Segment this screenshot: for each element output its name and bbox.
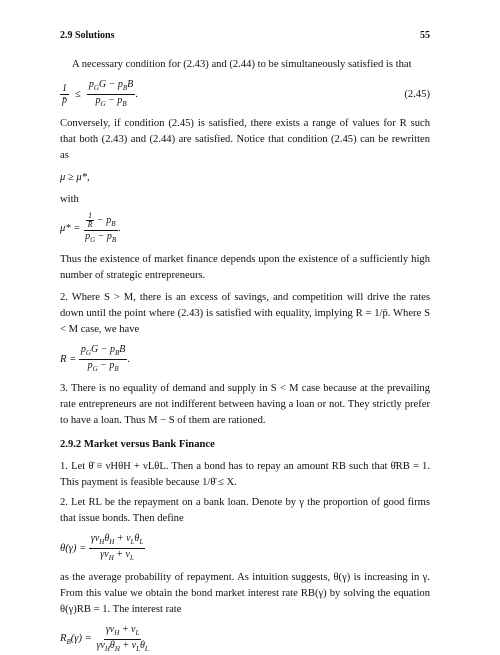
equation-theta-gamma: θ(γ) = $\frac{\gamma\nu_H\theta_H + \nu_L\theta_L}{\gamma\nu_H + \nu_L}$ xyxy=(60,532,144,562)
paragraph-6: 3. There is no equality of demand and supply in S < M case because at the prevailing rate entrepreneurs are not indifferent between having a loan or not. They strictly prefer to have a loan. Thus M − S of them are rationed. xyxy=(60,382,430,426)
header-section: 2.9 Solutions xyxy=(60,30,115,41)
equation-R: R = $\frac{p_GG - p_BB}{p_G - p_B}$ . xyxy=(60,343,131,373)
paragraph-1: A necessary condition for (2.43) and (2.44) to be simultaneously satisfied is that xyxy=(72,59,412,70)
paragraph-7: 1. Let θ̄ ≡ νHθH + νLθL. Then a bond has to repay an amount RB such that θ̄RB = 1. This payment is feasible because 1/θ̄ ≤ X. xyxy=(60,460,430,488)
equation-RB-gamma: $R_B(\gamma)$ = $\frac{\gamma\nu_H + \nu_L}{\gamma\nu_H\theta_H + \nu_L\theta_L}$ xyxy=(60,623,149,653)
paragraph-5: 2. Where S > M, there is an excess of savings, and competition will drive the rates down until the point where (2.43) is satisfied with equality, implying R = 1/p̄. Where S < M case, we have xyxy=(60,291,430,335)
page-number: 55 xyxy=(420,30,430,41)
running-header xyxy=(60,30,430,41)
equation-2-45: $\frac{1}{p̄}$ ≤ $\frac{p_GG - p_BB}{p_G - p_B}$ . (2.45) xyxy=(62,79,430,108)
equation-number: (2.45) xyxy=(404,89,430,100)
equation-mu-star: μ* = $\frac{1}{R̄}$ − $p_B$ $p_G - p_B$ . xyxy=(60,211,121,244)
mu-condition: μ ≥ μ*, xyxy=(60,172,90,183)
with-label: with xyxy=(60,194,79,205)
page xyxy=(60,30,430,655)
paragraph-8: 2. Let RL be the repayment on a bank loan. Denote by γ the proportion of good firms that issue bonds. Then define xyxy=(60,496,430,524)
paragraph-2: Conversely, if condition (2.45) is satisfied, there exists a range of values for R such that both (2.43) and (2.44) are satisfied. Notice that condition (2.45) can be rewritten as xyxy=(60,118,430,161)
section-heading: 2.9.2 Market versus Bank Finance xyxy=(60,438,215,450)
paragraph-4: Thus the existence of market finance depends upon the existence of a sufficiently high number of strategic entrepreneurs. xyxy=(60,253,430,281)
paragraph-9: as the average probability of repayment. As intuition suggests, θ(γ) is increasing in γ. From this value we obtain the bond market interest rate RB(γ) by solving the equation θ(γ)RB = 1. The interest rate xyxy=(60,571,430,615)
